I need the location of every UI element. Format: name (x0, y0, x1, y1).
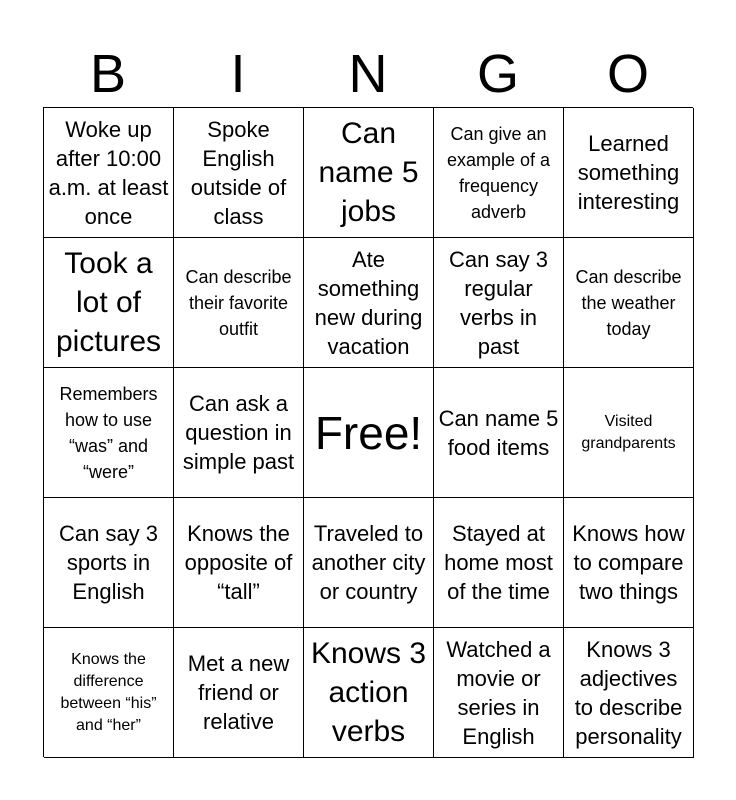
bingo-cell-text: Visited grandparents (581, 412, 676, 452)
bingo-cell[interactable] (564, 368, 694, 498)
bingo-cell[interactable] (174, 368, 304, 498)
bingo-cell-text: Met a new friend or relative (187, 651, 290, 734)
bingo-cell-text: Knows the difference between “his” and “her” (60, 650, 157, 734)
bingo-cell[interactable] (174, 628, 304, 758)
bingo-cell-text: Ate something new during vacation (314, 246, 423, 359)
bingo-cell-text: Can name 5 jobs (318, 117, 419, 228)
header-letter-g: G (476, 44, 519, 104)
bingo-cell-text: Knows how to compare two things (572, 521, 685, 604)
bingo-cell-text: Remembers how to use “was” and “were” (59, 383, 158, 482)
bingo-cell-text: Took a lot of pictures (55, 247, 162, 358)
bingo-cell-text: Knows 3 adjectives to describe personality (574, 636, 683, 749)
header-letter-i: I (230, 44, 246, 104)
bingo-cell-text: Woke up after 10:00 a.m. at least once (48, 116, 169, 229)
bingo-cell-text: Traveled to another city or country (311, 521, 426, 604)
bingo-cell[interactable] (564, 628, 694, 758)
bingo-cell[interactable] (564, 108, 694, 238)
bingo-cell-text: Can give an example of a frequency adverb (446, 123, 551, 222)
header-letter-b: B (89, 44, 127, 104)
bingo-cell[interactable] (304, 108, 434, 238)
bingo-cell-text: Stayed at home most of the time (444, 521, 553, 604)
bingo-cell[interactable] (434, 108, 564, 238)
header-letter-o: O (606, 44, 649, 104)
bingo-cell[interactable] (44, 108, 174, 238)
bingo-cell-text: Knows 3 action verbs (310, 637, 427, 748)
bingo-cell[interactable] (174, 498, 304, 628)
bingo-cell[interactable] (304, 498, 434, 628)
bingo-cell[interactable] (44, 368, 174, 498)
header-letter-n: N (348, 44, 388, 104)
bingo-cell[interactable] (174, 108, 304, 238)
bingo-cell[interactable] (44, 238, 174, 368)
bingo-cell[interactable] (434, 368, 564, 498)
bingo-cell-text: Learned something interesting (577, 131, 680, 214)
bingo-cell-text: Free! (314, 406, 423, 459)
bingo-cell-text: Can name 5 food items (438, 405, 559, 460)
bingo-cell-text: Spoke English outside of class (190, 116, 287, 229)
bingo-cell-text: Watched a movie or series in English (446, 636, 551, 749)
bingo-cell[interactable] (304, 238, 434, 368)
bingo-cell[interactable] (564, 498, 694, 628)
bingo-cell-text: Knows the opposite of “tall” (184, 521, 293, 604)
bingo-cell[interactable] (44, 498, 174, 628)
bingo-cell[interactable] (304, 368, 434, 498)
bingo-cell[interactable] (174, 238, 304, 368)
bingo-cell-text: Can describe the weather today (575, 266, 682, 339)
bingo-cell[interactable] (44, 628, 174, 758)
bingo-cell[interactable] (434, 238, 564, 368)
bingo-cell[interactable] (434, 498, 564, 628)
bingo-cell-text: Can say 3 regular verbs in past (448, 246, 549, 359)
bingo-board (43, 107, 693, 757)
bingo-cell-text: Can ask a question in simple past (182, 391, 295, 474)
bingo-cell-text: Can describe their favorite outfit (185, 266, 292, 339)
bingo-cell-text: Can say 3 sports in English (58, 521, 159, 604)
bingo-cell[interactable] (564, 238, 694, 368)
bingo-header (43, 40, 693, 108)
bingo-cell[interactable] (304, 628, 434, 758)
bingo-cell[interactable] (434, 628, 564, 758)
